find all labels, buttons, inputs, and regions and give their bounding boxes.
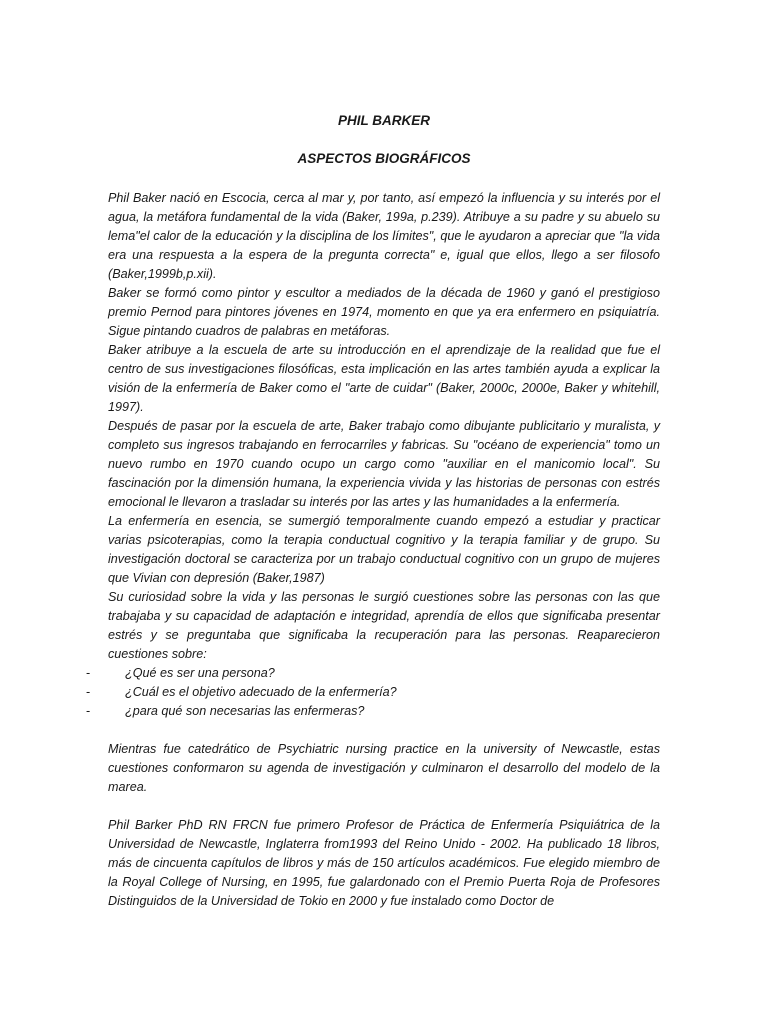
paragraph-curiosity: Su curiosidad sobre la vida y las personas le surgió cuestiones sobre las personas con las que trabajaba y su capacidad de adaptación e integridad, aprendía de ellos que significaba presentar estrés y se preguntaba que significaba la recuperación para las personas. Reaparecieron cuestiones sobre: xyxy=(108,590,660,661)
document-body xyxy=(86,189,660,911)
paragraph-training: Baker se formó como pintor y escultor a mediados de la década de 1960 y ganó el prestigioso premio Pernod para pintores jóvenes en 1974, momento en que ya era enfermero en psiquiatría. Sigue pintando cuadros de palabras en metáforas. xyxy=(108,286,660,338)
list-item xyxy=(86,702,660,721)
list-item-text: ¿Qué es ser una persona? xyxy=(125,666,275,680)
list-item-text: ¿Cuál es el objetivo adecuado de la enfermería? xyxy=(125,685,397,699)
paragraph-newcastle: Mientras fue catedrático de Psychiatric nursing practice en la university of Newcastle, estas cuestiones conformaron su agenda de investigación y culminaron el desarrollo del modelo de la marea. xyxy=(108,742,660,794)
list-marker: - xyxy=(86,685,91,699)
question-list xyxy=(86,664,660,721)
paragraph-psychotherapies: La enfermería en esencia, se sumergió temporalmente cuando empezó a estudiar y practicar varias psicoterapias, como la terapia conductual cognitivo y la terapia familiar y de grupo. Su investigación doctoral se caracteriza por un trabajo conductual cognitivo con un grupo de mujeres que Vivian con depresión (Baker,1987) xyxy=(108,514,660,585)
paragraph-birth: Phil Baker nació en Escocia, cerca al mar y, por tanto, así empezó la influencia y su interés por el agua, la metáfora fundamental de la vida (Baker, 199a, p.239). Atribuye a su padre y su abuelo su lema"el calor de la educación y la disciplina de los límites", que le ayudaron a apreciar que "la vida era una respuesta a la espera de la pregunta correcta" e, igual que ellos, llego a ser filosofo (Baker,1999b,p.xii). xyxy=(108,191,660,281)
list-marker: - xyxy=(86,666,91,680)
paragraph-credentials: Phil Barker PhD RN FRCN fue primero Profesor de Práctica de Enfermería Psiquiátrica de la Universidad de Newcastle, Inglaterra from1993 del Reino Unido - 2002. Ha publicado 18 libros, más de cincuenta capítulos de libros y más de 150 artículos académicos. Fue elegido miembro de la Royal College of Nursing, en 1995, fue galardonado con el Premio Puerta Roja de Profesores Distinguidos de la Universidad de Tokio en 2000 y fue instalado como Doctor de xyxy=(108,818,660,908)
list-item xyxy=(86,664,660,683)
paragraph-art-school: Baker atribuye a la escuela de arte su introducción en el aprendizaje de la realidad que fue el centro de sus investigaciones filosóficas, esta implicación en las artes también ayuda a explicar la visión de la enfermería de Baker como el "arte de cuidar" (Baker, 2000c, 2000e, Baker y whitehill, 1997). xyxy=(108,343,660,414)
list-item xyxy=(86,683,660,702)
document-subtitle: ASPECTOS BIOGRÁFICOS xyxy=(297,151,471,166)
list-marker: - xyxy=(86,704,91,718)
document-title: PHIL BARKER xyxy=(337,113,430,128)
paragraph-career: Después de pasar por la escuela de arte, Baker trabajo como dibujante publicitario y muralista, y completo sus ingresos trabajando en ferrocarriles y fabricas. Su "océano de experiencia" tomo un nuevo rumbo en 1970 cuando ocupo un cargo como "auxiliar en el manicomio local". Su fascinación por la dimensión humana, la experiencia vivida y las historias de personas con estrés emocional le llevaron a trasladar su interés por las artes y las humanidades a la enfermería. xyxy=(108,419,660,509)
list-item-text: ¿para qué son necesarias las enfermeras? xyxy=(125,704,365,718)
